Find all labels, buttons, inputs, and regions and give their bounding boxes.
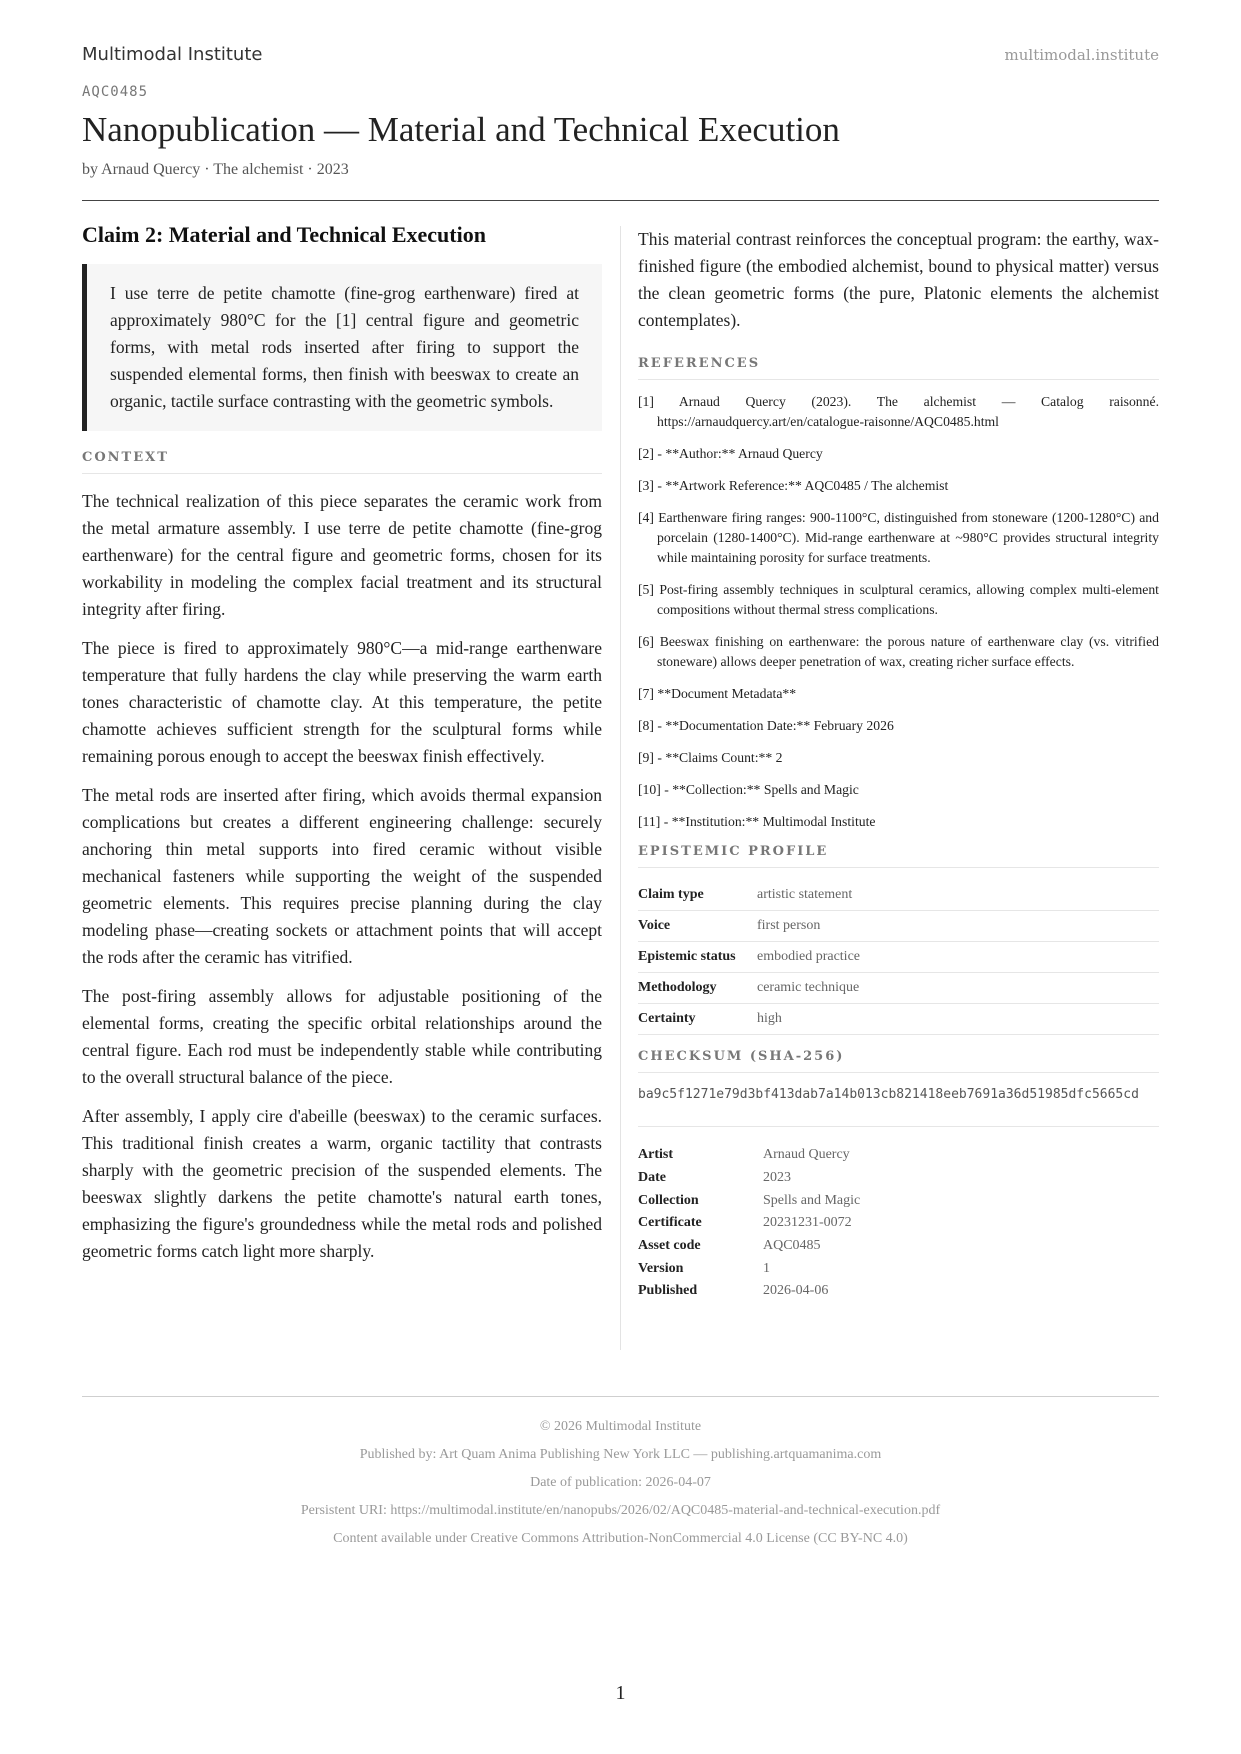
context-paragraph: The post-firing assembly allows for adjustable positioning of the elemental forms, creating the specific orbital relationships around the central figure. Each rod must be independently stable while contributing to the overall structural balance of the piece.	[82, 986, 602, 1087]
epistemic-row	[638, 942, 1159, 973]
metadata-row	[638, 1257, 1159, 1280]
metadata-value: Spells and Magic	[763, 1192, 861, 1208]
column-divider	[620, 226, 621, 1350]
metadata-key: Version	[638, 1260, 684, 1276]
metadata-key: Published	[638, 1283, 698, 1299]
epistemic-value: artistic statement	[757, 887, 853, 902]
metadata-value: 2023	[763, 1170, 791, 1186]
page-number: 1	[615, 1682, 626, 1704]
reference-item: [5] Post-firing assembly techniques in sculptural ceramics, allowing complex multi-element compositions without thermal stress complications.	[638, 582, 1159, 617]
metadata-key: Certificate	[638, 1215, 702, 1231]
epistemic-value: first person	[757, 918, 821, 933]
epistemic-row	[638, 911, 1159, 942]
reference-item: [10] - **Collection:** Spells and Magic	[638, 782, 859, 797]
metadata-key: Artist	[638, 1147, 673, 1163]
epistemic-table	[638, 880, 1159, 1035]
claim-heading: Claim 2: Material and Technical Execution	[82, 222, 486, 247]
byline: by Arnaud Quercy · The alchemist · 2023	[82, 161, 349, 178]
epistemic-row	[638, 973, 1159, 1004]
top-bar	[82, 44, 1159, 68]
reference-item: [3] - **Artwork Reference:** AQC0485 / The alchemist	[638, 478, 949, 493]
institution-name: Multimodal Institute	[82, 44, 263, 65]
epistemic-key: Epistemic status	[638, 949, 736, 964]
metadata-table	[638, 1144, 1159, 1303]
footer-publication-date: Date of publication: 2026-04-07	[530, 1475, 711, 1490]
epistemic-key: Claim type	[638, 887, 704, 902]
reference-link[interactable]: https://arnaudquercy.art/en/catalogue-raisonne/AQC0485.html	[657, 414, 999, 429]
metadata-key: Collection	[638, 1192, 699, 1208]
claim-quote: I use terre de petite chamotte (fine-grog earthenware) fired at approximately 980°C for the [1] central figure and geometric forms, with metal rods inserted after firing to support the suspended elemental forms, then finish with beeswax to create an organic, tactile surface contrasting with the geometric symbols.	[82, 264, 602, 431]
footer-publisher: Published by: Art Quam Anima Publishing New York LLC — publishing.artquamanima.com	[359, 1447, 882, 1462]
checksum-value: ba9c5f1271e79d3bf413dab7a14b013cb821418eeb7691a36d51985dfc5665cd	[638, 1085, 1159, 1127]
epistemic-value: embodied practice	[757, 949, 861, 964]
reference-item: [4] Earthenware firing ranges: 900-1100°C, distinguished from stoneware (1200-1280°C) and porcelain (1280-1400°C). Mid-range earthenware at ~980°C provides structural integrity while maintaining porosity for surface treatments.	[638, 510, 1159, 565]
footer-persistent-uri: Persistent URI: https://multimodal.institute/en/nanopubs/2026/02/AQC0485-material-and-technical-execution.pdf	[300, 1503, 941, 1518]
context-paragraph: The technical realization of this piece separates the ceramic work from the metal armature assembly. I use terre de petite chamotte (fine-grog earthenware) for the central figure and geometric forms, chosen for its workability in modeling the complex facial treatment and its structural integrity after firing.	[82, 491, 602, 619]
metadata-row	[638, 1212, 1159, 1235]
context-label: CONTEXT	[82, 450, 602, 474]
reference-item: [11] - **Institution:** Multimodal Institute	[638, 814, 876, 829]
metadata-row	[638, 1235, 1159, 1258]
reference-item: [7] **Document Metadata**	[638, 686, 797, 701]
reference-item	[638, 392, 1159, 432]
footer-license: Content available under Creative Commons Attribution-NonCommercial 4.0 License (CC BY-NC 4.0)	[333, 1531, 908, 1546]
metadata-value: 2026-04-06	[763, 1283, 829, 1299]
reference-item: [8] - **Documentation Date:** February 2026	[638, 718, 894, 733]
metadata-key: Date	[638, 1170, 666, 1186]
metadata-row	[638, 1144, 1159, 1167]
epistemic-value: ceramic technique	[757, 980, 860, 995]
epistemic-key: Certainty	[638, 1011, 696, 1026]
references-list	[638, 392, 1159, 832]
site-link[interactable]: multimodal.institute	[1004, 46, 1159, 64]
document-page	[82, 0, 1159, 1754]
footer-copyright: © 2026 Multimodal Institute	[539, 1419, 702, 1434]
metadata-row	[638, 1167, 1159, 1190]
checksum-label: CHECKSUM (SHA-256)	[638, 1049, 1159, 1073]
epistemic-row	[638, 880, 1159, 911]
footer-rule	[82, 1396, 1159, 1397]
context-paragraph: The piece is fired to approximately 980°C—a mid-range earthenware temperature that fully hardens the clay while preserving the warm earth tones characteristic of chamotte clay. At this temperature, the petite chamotte achieves sufficient strength for the sculptural forms while remaining porous enough to accept the beeswax finish effectively.	[82, 638, 602, 766]
reference-item: [2] - **Author:** Arnaud Quercy	[638, 446, 823, 461]
reference-item: [6] Beeswax finishing on earthenware: the porous nature of earthenware clay (vs. vitrified stoneware) allows deeper penetration of wax, creating richer surface effects.	[638, 634, 1159, 669]
header-rule	[82, 200, 1159, 201]
metadata-key: Asset code	[638, 1238, 701, 1254]
intro-paragraph: This material contrast reinforces the conceptual program: the earthy, wax-finished figure (the embodied alchemist, bound to physical matter) versus the clean geometric forms (the pure, Platonic elements the alchemist contemplates).	[638, 229, 1159, 330]
epistemic-key: Voice	[638, 918, 671, 933]
metadata-row	[638, 1280, 1159, 1303]
epistemic-row	[638, 1004, 1159, 1035]
reference-text: [1] Arnaud Quercy (2023). The alchemist — Catalog raisonné.	[638, 394, 1159, 409]
epistemic-value: high	[757, 1011, 782, 1026]
left-column	[82, 222, 602, 1277]
metadata-value: Arnaud Quercy	[763, 1147, 850, 1163]
right-column	[638, 226, 1159, 1303]
context-paragraph: The metal rods are inserted after firing, which avoids thermal expansion complications but creates a different engineering challenge: securely anchoring thin metal supports into fired ceramic without visible mechanical fasteners while supporting the weight of the suspended geometric elements. This requires precise planning during the clay modeling phase—creating sockets or attachment points that will accept the rods after the ceramic has vitrified.	[82, 785, 602, 967]
metadata-row	[638, 1189, 1159, 1212]
metadata-value: AQC0485	[763, 1238, 821, 1254]
metadata-value: 20231231-0072	[763, 1215, 852, 1231]
epistemic-profile-label: EPISTEMIC PROFILE	[638, 844, 1159, 868]
references-label: REFERENCES	[638, 356, 1159, 380]
context-paragraph: After assembly, I apply cire d'abeille (beeswax) to the ceramic surfaces. This traditional finish creates a warm, organic tactility that contrasts sharply with the geometric precision of the suspended elements. The beeswax slightly darkens the petite chamotte's natural earth tones, emphasizing the figure's groundedness while the metal rods and polished geometric forms catch light more sharply.	[82, 1106, 602, 1261]
page-title: Nanopublication — Material and Technical Execution	[82, 110, 840, 149]
epistemic-key: Methodology	[638, 980, 717, 995]
metadata-value: 1	[763, 1260, 770, 1276]
reference-item: [9] - **Claims Count:** 2	[638, 750, 783, 765]
footer	[82, 1413, 1159, 1553]
asset-code: AQC0485	[82, 84, 149, 100]
